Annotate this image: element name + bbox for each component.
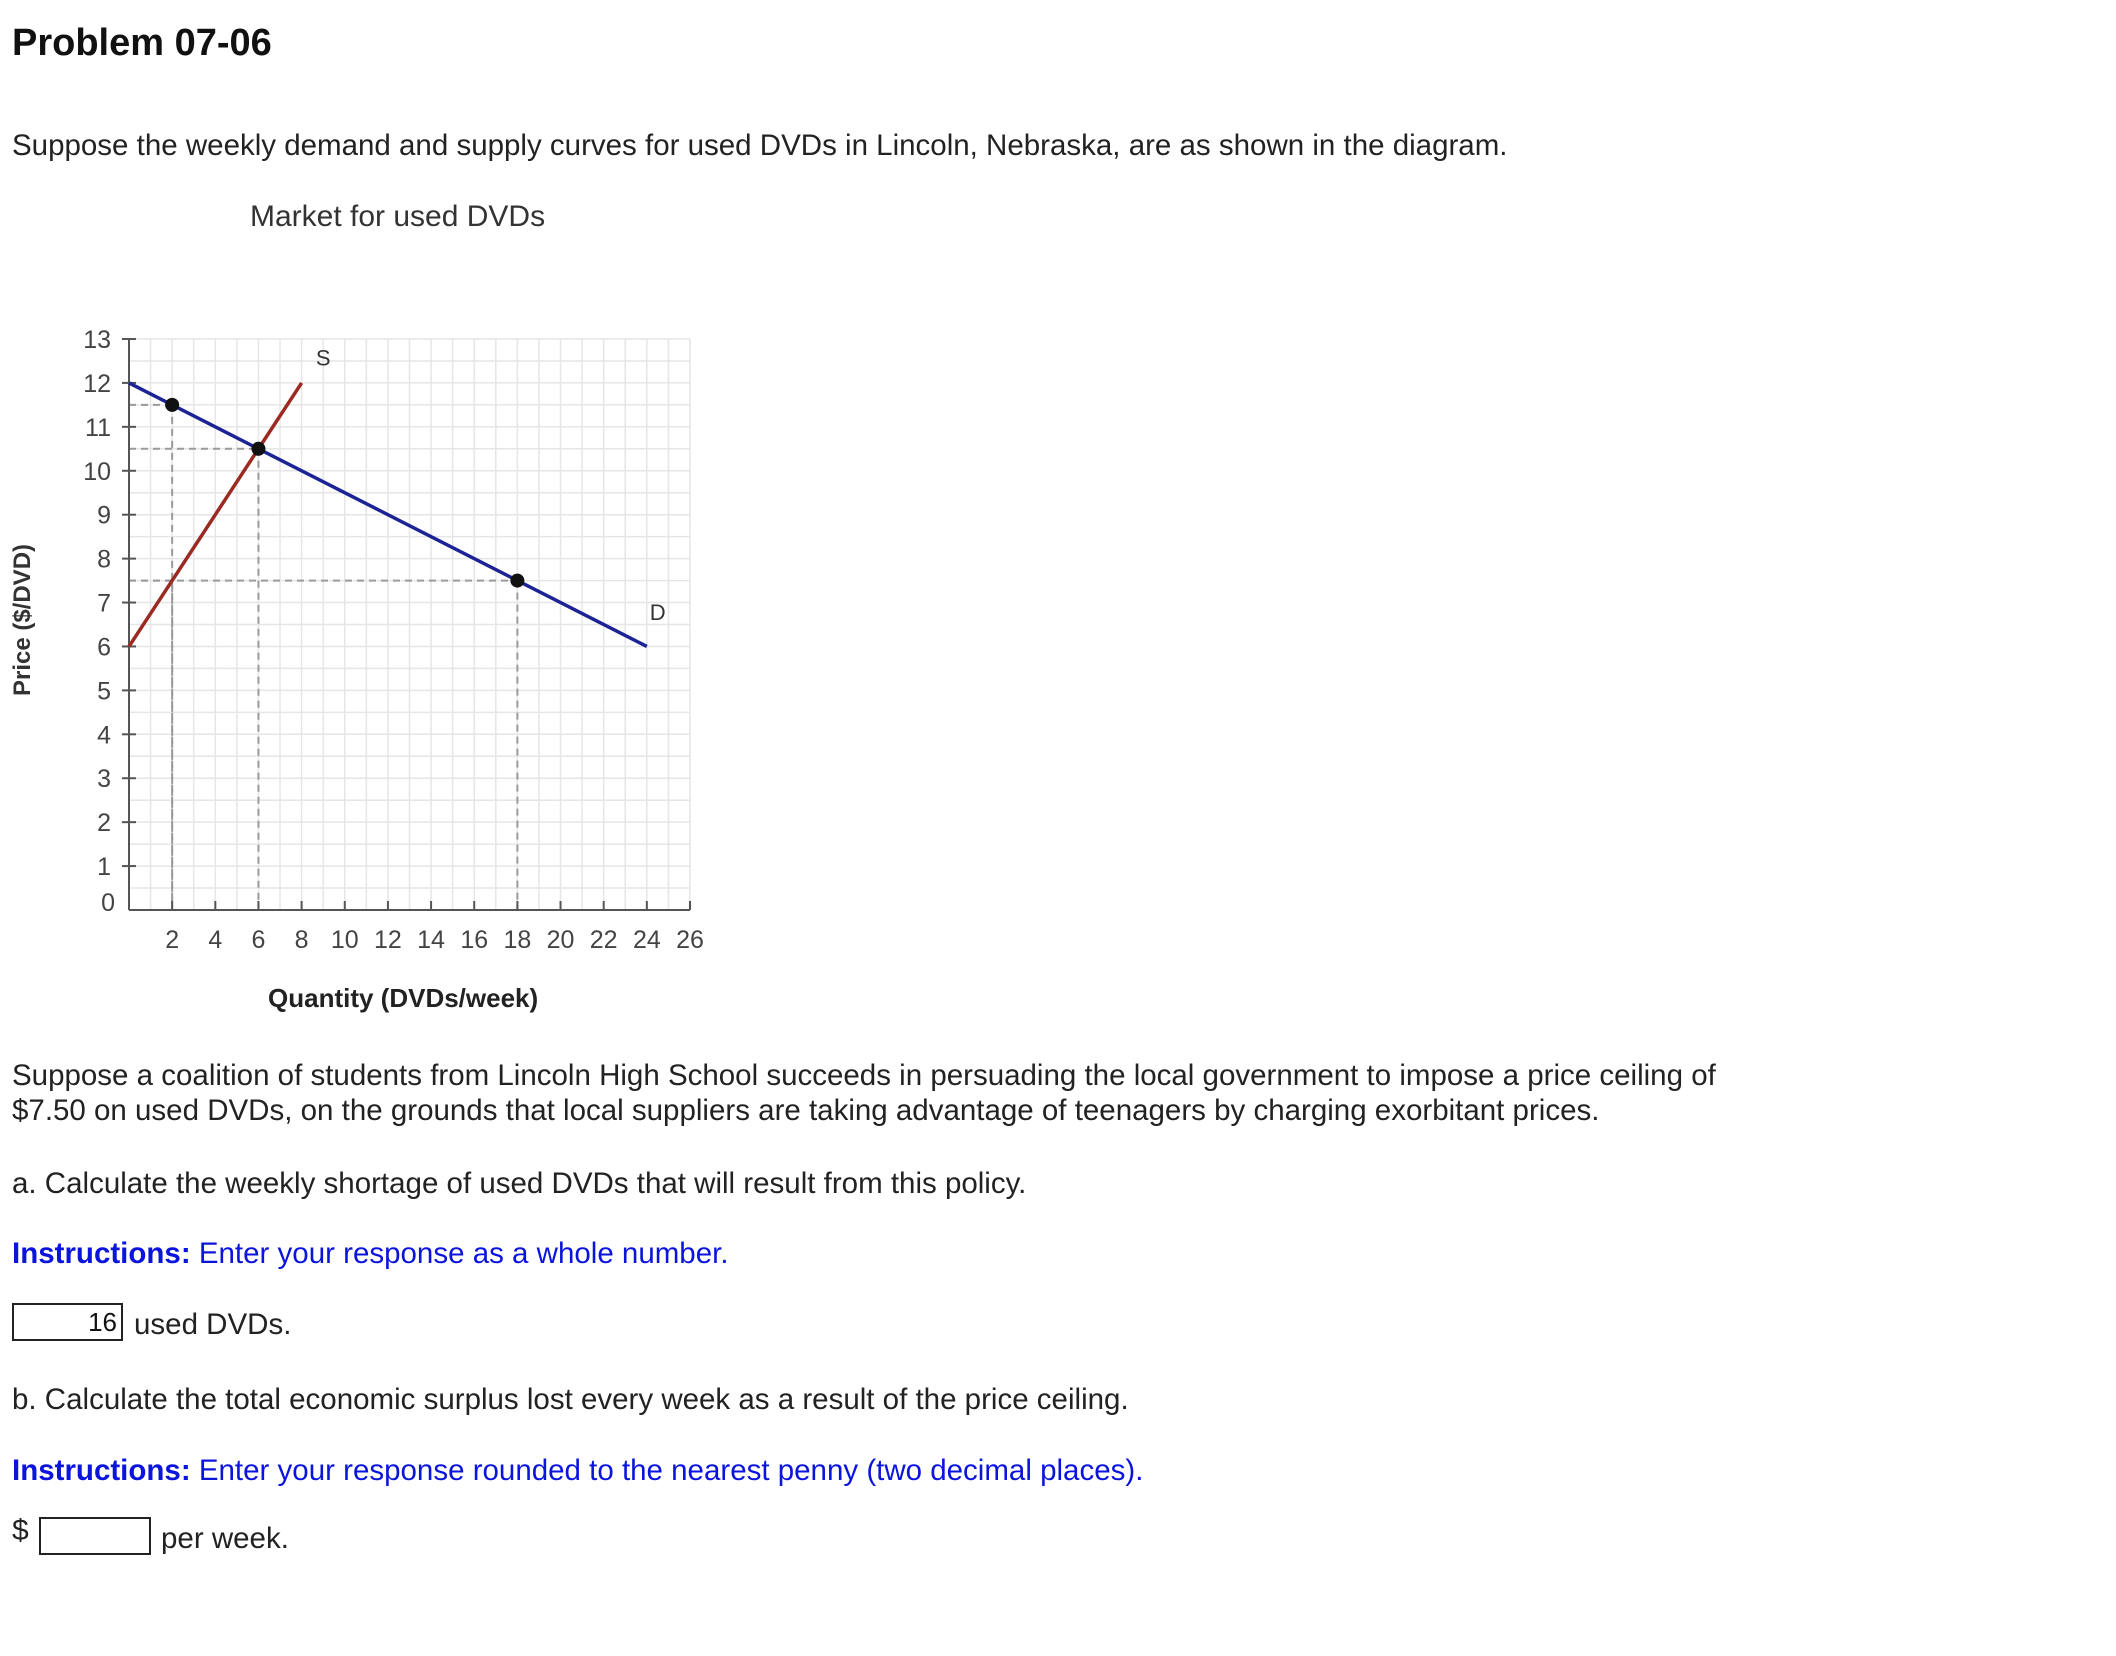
data-point bbox=[251, 442, 265, 456]
part-b-instructions-label: Instructions: bbox=[12, 1454, 191, 1487]
part-a-suffix: used DVDs. bbox=[134, 1308, 292, 1341]
y-tick-label: 10 bbox=[83, 457, 111, 486]
page-title: Problem 07-06 bbox=[12, 22, 272, 64]
x-tick-label: 10 bbox=[330, 926, 359, 954]
part-b-instructions-text: Enter your response rounded to the nearest penny (two decimal places). bbox=[190, 1454, 1144, 1487]
y-tick-label: 3 bbox=[97, 765, 111, 794]
x-tick-label: 4 bbox=[208, 926, 223, 954]
x-axis-label: Quantity (DVDs/week) bbox=[268, 983, 539, 1013]
part-a-instructions bbox=[12, 1237, 729, 1271]
x-tick-label: 14 bbox=[417, 926, 445, 954]
part-b-question: b. Calculate the total economic surplus lost every week as a result of the price ceiling. bbox=[12, 1383, 1129, 1416]
part-b-suffix: per week. bbox=[161, 1522, 289, 1555]
y-tick-label: 12 bbox=[83, 369, 111, 398]
chart-labels bbox=[316, 345, 666, 625]
market-chart bbox=[0, 0, 760, 980]
x-tick-label: 8 bbox=[294, 926, 309, 954]
supply-curve-label: S bbox=[315, 345, 331, 371]
x-tick-label: 12 bbox=[374, 926, 402, 954]
demand-curve-label: D bbox=[649, 600, 666, 626]
scenario-line-2: $7.50 on used DVDs, on the grounds that local suppliers are taking advantage of teenagers by charging exorbitant prices. bbox=[12, 1094, 1600, 1127]
y-tick-label: 6 bbox=[97, 633, 111, 662]
y-tick-label: 1 bbox=[97, 853, 111, 882]
part-a-instructions-text: Enter your response as a whole number. bbox=[190, 1237, 729, 1270]
part-a-question: a. Calculate the weekly shortage of used DVDs that will result from this policy. bbox=[12, 1167, 1027, 1200]
y-tick-label: 0 bbox=[101, 889, 115, 917]
x-tick-label: 26 bbox=[676, 926, 704, 954]
x-tick-label: 16 bbox=[460, 926, 489, 954]
intro-text: Suppose the weekly demand and supply curves for used DVDs in Lincoln, Nebraska, are as shown in the diagram. bbox=[12, 129, 1508, 162]
y-tick-label: 5 bbox=[97, 677, 111, 706]
data-point bbox=[165, 398, 179, 412]
shortage-answer-input[interactable] bbox=[12, 1303, 123, 1341]
currency-symbol: $ bbox=[12, 1514, 29, 1547]
chart-axes bbox=[83, 326, 704, 954]
chart-title: Market for used DVDs bbox=[250, 200, 546, 233]
y-tick-label: 2 bbox=[97, 809, 111, 838]
x-tick-label: 24 bbox=[632, 926, 661, 954]
part-a-instructions-label: Instructions: bbox=[12, 1237, 191, 1270]
scenario-line-1: Suppose a coalition of students from Lincoln High School succeeds in persuading the local government to impose a price ceiling of bbox=[12, 1059, 1716, 1092]
x-tick-label: 20 bbox=[546, 926, 575, 954]
y-axis-label: Price ($/DVD) bbox=[9, 543, 36, 697]
x-tick-label: 6 bbox=[251, 926, 266, 954]
surplus-answer-input[interactable] bbox=[39, 1517, 151, 1555]
y-tick-label: 11 bbox=[85, 413, 111, 442]
y-tick-label: 9 bbox=[97, 501, 111, 530]
y-tick-label: 13 bbox=[83, 326, 111, 354]
part-b-instructions bbox=[12, 1454, 1143, 1488]
y-tick-label: 8 bbox=[97, 545, 111, 574]
y-tick-label: 4 bbox=[97, 721, 111, 750]
data-point bbox=[510, 574, 524, 588]
x-tick-label: 18 bbox=[503, 926, 532, 954]
x-tick-label: 22 bbox=[589, 926, 618, 954]
y-tick-label: 7 bbox=[97, 589, 111, 618]
x-tick-label: 2 bbox=[165, 926, 180, 954]
